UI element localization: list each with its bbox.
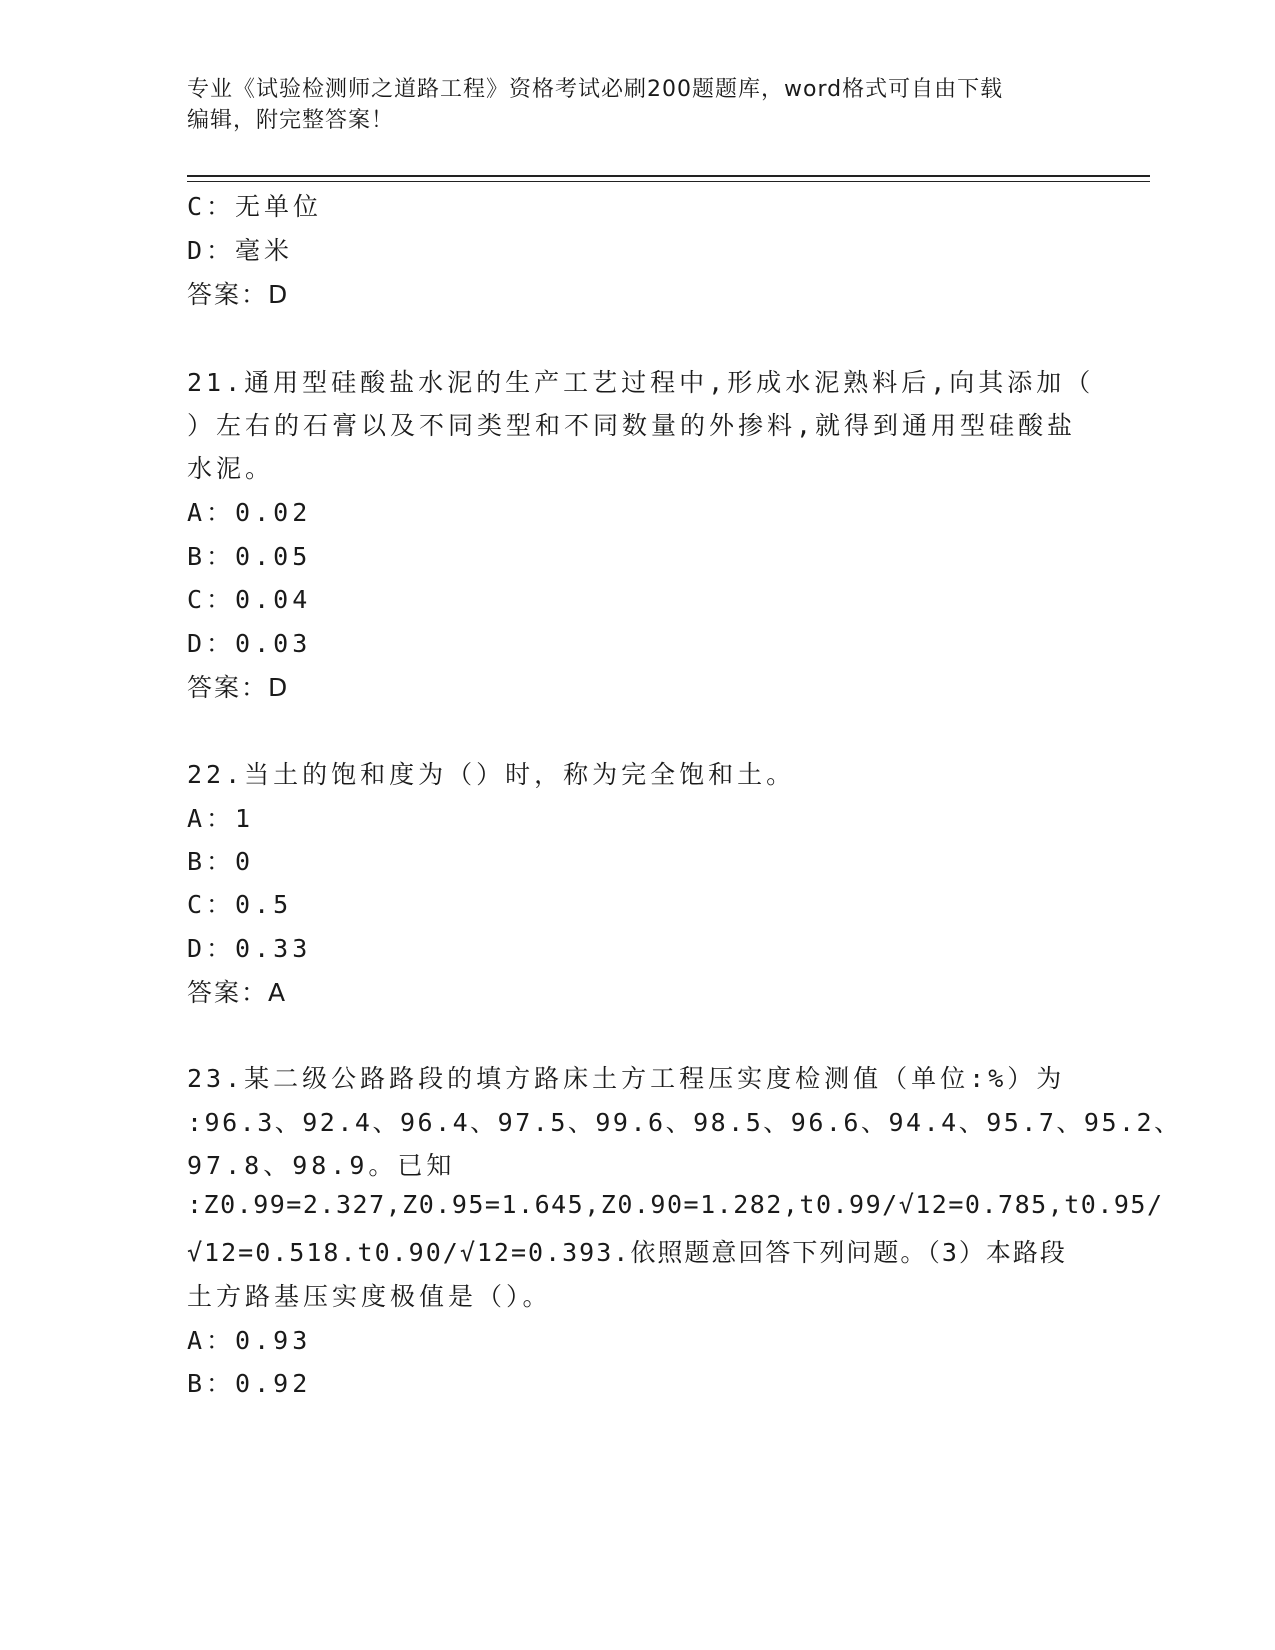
q21-stem-line-3: 水泥。 xyxy=(187,454,275,483)
q20-option-c: C：无单位 xyxy=(187,192,323,221)
q21-stem-line-2: ）左右的石膏以及不同类型和不同数量的外掺料,就得到通用型硅酸盐 xyxy=(187,411,1077,440)
header-line-1: 专业《试验检测师之道路工程》资格考试必刷200题题库，word格式可自由下载 xyxy=(187,77,1004,102)
q23-stem-line-2: :96.3、92.4、96.4、97.5、99.6、98.5、96.6、94.4、95.7、95.2、 xyxy=(187,1108,1182,1137)
header-line-2: 编辑，附完整答案！ xyxy=(187,108,395,133)
q22-stem: 22.当土的饱和度为（）时，称为完全饱和土。 xyxy=(187,760,796,789)
q21-answer: 答案：D xyxy=(187,673,290,702)
q22-answer: 答案：A xyxy=(187,978,288,1007)
q23-stem-line-1: 23.某二级公路路段的填方路床土方工程压实度检测值（单位:%）为 xyxy=(187,1064,1066,1093)
header-divider-thick xyxy=(187,175,1150,177)
q21-stem-line-1: 21.通用型硅酸盐水泥的生产工艺过程中,形成水泥熟料后,向其添加（ xyxy=(187,368,1095,397)
q23-option-b: B：0.92 xyxy=(187,1369,312,1398)
q20-option-d: D：毫米 xyxy=(187,236,294,265)
document-header xyxy=(187,74,1077,136)
q21-option-c: C：0.04 xyxy=(187,585,312,614)
q22-option-a: A：1 xyxy=(187,804,255,833)
q22-option-c: C：0.5 xyxy=(187,890,293,919)
q22-option-d: D：0.33 xyxy=(187,934,312,963)
q21-option-a: A：0.02 xyxy=(187,498,312,527)
q23-option-a: A：0.93 xyxy=(187,1326,312,1355)
q23-stem-line-6: 土方路基压实度极值是（）。 xyxy=(187,1282,552,1311)
header-divider-thin xyxy=(187,181,1150,182)
q21-option-d: D：0.03 xyxy=(187,629,312,658)
q20-answer: 答案：D xyxy=(187,280,290,309)
q22-option-b: B：0 xyxy=(187,847,255,876)
q23-stem-line-3: 97.8、98.9。已知 xyxy=(187,1151,456,1180)
q23-stem-line-5: √12=0.518.t0.90/√12=0.393.依照题意回答下列问题。（3）本路段 xyxy=(187,1238,1067,1267)
q21-option-b: B：0.05 xyxy=(187,542,312,571)
q23-stem-line-4: :Z0.99=2.327,Z0.95=1.645,Z0.90=1.282,t0.99/√12=0.785,t0.95/ xyxy=(187,1190,1164,1219)
